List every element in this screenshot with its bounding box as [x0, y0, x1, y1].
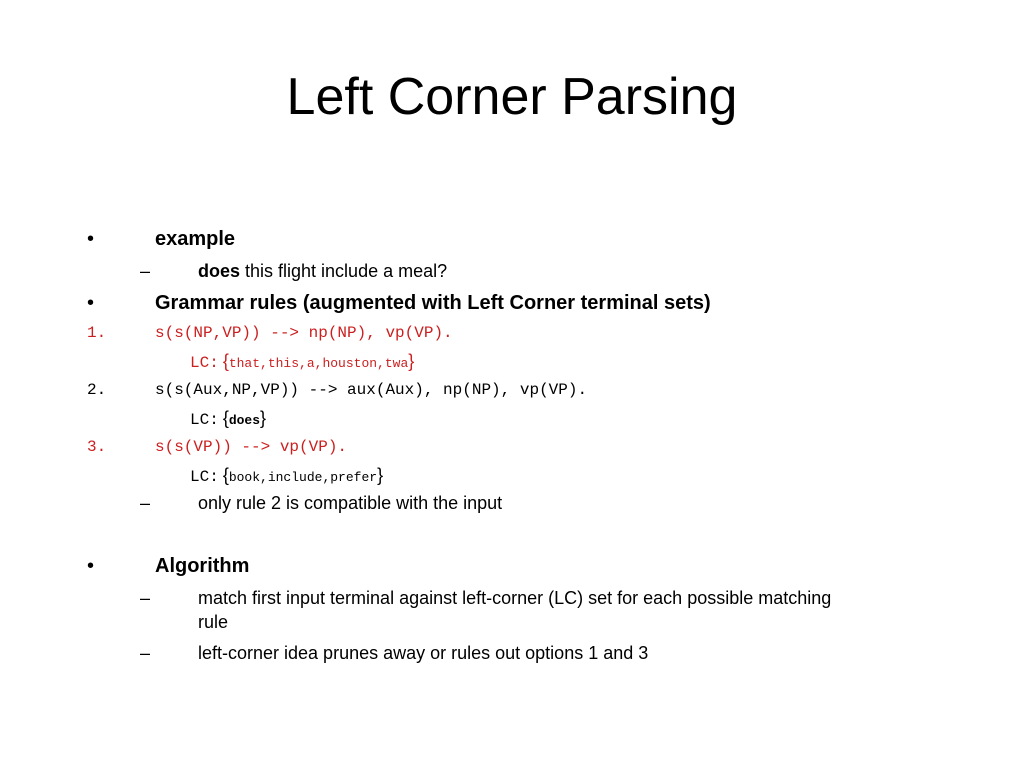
sentence-bold-word: does: [198, 261, 241, 281]
bullet-algorithm: •: [87, 555, 95, 577]
dash-note: –: [140, 493, 151, 513]
rule-2-number: 2.: [87, 381, 107, 399]
rule-2-lc: LC: {does}: [190, 408, 267, 429]
bullet-grammar: •: [87, 292, 95, 314]
sentence-rest: this flight include a meal?: [240, 261, 448, 281]
algorithm-point-1-line-1: match first input terminal against left-corner (LC) set for each possible matching: [198, 588, 832, 608]
rule-3-lc-set: book,include,prefer: [228, 470, 378, 485]
algorithm-point-1-line-2: rule: [198, 612, 229, 632]
example-sentence: [198, 261, 447, 282]
dash-algorithm-1: –: [140, 588, 151, 608]
rule-3-text: s(s(VP)) --> vp(VP).: [155, 438, 348, 456]
algorithm-point-2: left-corner idea prunes away or rules out options 1 and 3: [198, 643, 649, 663]
rule-1-text: s(s(NP,VP)) --> np(NP), vp(VP).: [155, 324, 453, 342]
rule-3-number: 3.: [87, 438, 107, 456]
rule-1-lc-set: that,this,a,houston,twa: [228, 356, 409, 371]
grammar-note: only rule 2 is compatible with the input: [198, 493, 503, 513]
slide-title: Left Corner Parsing: [286, 68, 738, 126]
grammar-heading: Grammar rules (augmented with Left Corner terminal sets): [155, 292, 711, 314]
dash-algorithm-2: –: [140, 643, 151, 663]
algorithm-heading: Algorithm: [155, 555, 250, 577]
bullet-example: •: [87, 228, 95, 250]
dash-example: –: [140, 261, 151, 281]
example-heading: example: [155, 228, 236, 250]
rule-2-lc-set: does: [228, 413, 261, 428]
rule-2-text: s(s(Aux,NP,VP)) --> aux(Aux), np(NP), vp(VP).: [155, 381, 588, 399]
rule-1-number: 1.: [87, 324, 107, 342]
rule-1-lc: LC: {that,this,a,houston,twa}: [190, 351, 415, 372]
rule-3-lc: LC: {book,include,prefer}: [190, 465, 384, 486]
